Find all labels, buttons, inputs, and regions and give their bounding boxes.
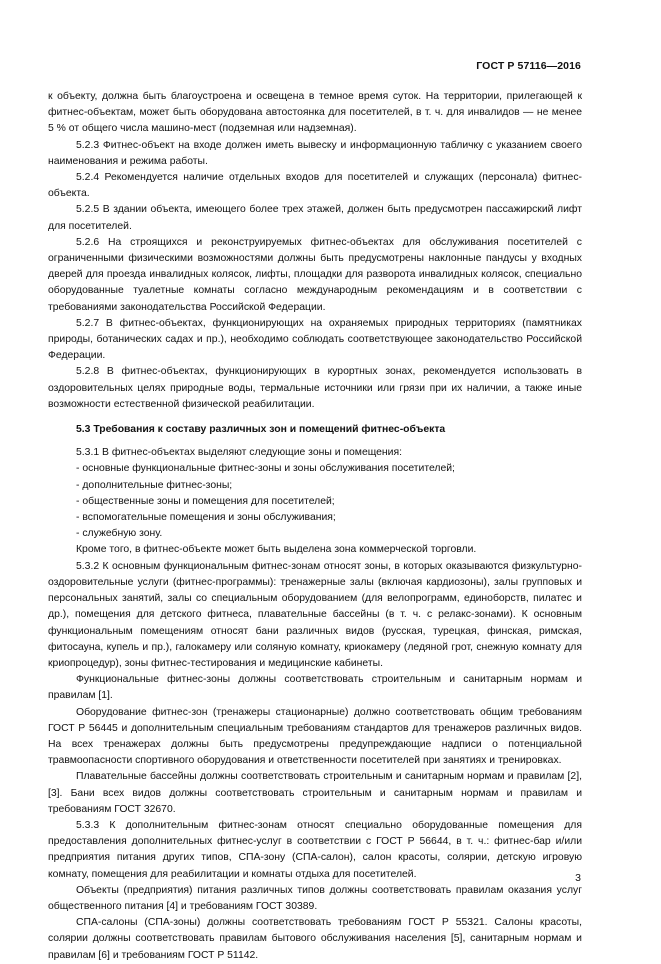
list-item: - общественные зоны и помещения для посетителей;: [76, 495, 335, 507]
list-item: - вспомогательные помещения и зоны обслуживания;: [76, 512, 336, 524]
paragraph-5-2-5: 5.2.5 В здании объекта, имеющего более трех этажей, должен быть предусмотрен пассажирский лифт для посетителей.: [48, 204, 582, 232]
paragraph-catering: Объекты (предприятия) питания различных типов должны соответствовать правилам оказания услуг общественного питания [4] и требованиям ГОСТ 30389.: [48, 884, 582, 912]
section-heading-5-3: 5.3 Требования к составу различных зон и помещений фитнес-объекта: [76, 424, 446, 436]
paragraph-5-2-4: 5.2.4 Рекомендуется наличие отдельных входов для посетителей и служащих (персонала) фитнес-объекта.: [48, 172, 582, 200]
paragraph-commercial-zone: Кроме того, в фитнес-объекте может быть выделена зона коммерческой торговли.: [76, 544, 477, 556]
paragraph-5-3-2: 5.3.2 К основным функциональным фитнес-зонам относят зоны, в которых оказываются физкультурно-оздоровительные услуги (фитнес-программы): тренажерные залы (включая кардиозоны), залы групповых и персональных занятий, залы со специальным оборудованием (для велопрограмм, единоборств, пилатес и др.), помещения для детского фитнеса, плавательные бассейны (в т. ч. с релакс-зонами). К основным функциональным помещениям относят бани различных видов (русская, турецкая, финская, римская, фитосауна, купель и пр.), галокамеру или соляную комнату, криокамеру (ледяной грот, снежную комнату для криопроцедур), зоны фитнес-тестирования и медицинские кабинеты.: [48, 560, 582, 669]
list-item: - дополнительные фитнес-зоны;: [76, 479, 233, 491]
list-item: - основные функциональные фитнес-зоны и зоны обслуживания посетителей;: [76, 463, 455, 475]
paragraph-functional-zones: Функциональные фитнес-зоны должны соответствовать строительным и санитарным нормам и правилам [1].: [48, 674, 582, 702]
paragraph-5-3-1: 5.3.1 В фитнес-объектах выделяют следующие зоны и помещения:: [76, 447, 402, 459]
paragraph-5-2-6: 5.2.6 На строящихся и реконструируемых фитнес-объектах для обслуживания посетителей с ограниченными физическими возможностями должны быть предусмотрены наклонные пандусы у входных дверей для проезда инвалидных колясок, лифты, площадки для разворота инвалидных колясок, специально оборудованные туалетные комнаты согласно международным рекомендациям и в соответствии с требованиями законодательства Российской Федерации.: [48, 236, 582, 313]
paragraph-5-2-7: 5.2.7 В фитнес-объектах, функционирующих на охраняемых природных территориях (памятниках природы, ботанических садах и пр.), необходимо соблюдать соответствующее законодательство Российской Федерации.: [48, 317, 582, 362]
paragraph-5-3-3: 5.3.3 К дополнительным фитнес-зонам относят специально оборудованные помещения для предоставления дополнительных фитнес-услуг в соответствии с ГОСТ Р 56644, в т. ч.: фитнес-бар и/или предприятия питания других типов, СПА-зону (СПА-салон), салон красоты, солярии, детскую игровую комнату, помещения для реабилитации и комнаты отдыха для посетителей.: [48, 819, 582, 880]
page-number: 3: [575, 872, 581, 884]
list-item: - служебную зону.: [76, 528, 163, 540]
standard-header: ГОСТ Р 57116—2016: [476, 60, 581, 72]
document-body: [48, 89, 582, 964]
paragraph-spa: СПА-салоны (СПА-зоны) должны соответствовать требованиям ГОСТ Р 55321. Салоны красоты, солярии должны соответствовать правилам бытового обслуживания населения [5], санитарным нормам и правилам [6] и требованиям ГОСТ Р 51142.: [48, 917, 582, 961]
paragraph-equipment: Оборудование фитнес-зон (тренажеры стационарные) должно соответствовать общим требованиям ГОСТ Р 56445 и дополнительным специальным требованиям стандартов для тренажеров различных видов. На всех тренажерах должны быть предусмотрены предупреждающие надписи о потенциальной травмоопасности спортивного оборудования и ответственности посетителей при занятиях и тренировках.: [48, 706, 582, 767]
paragraph-continuation: к объекту, должна быть благоустроена и освещена в темное время суток. На территории, прилегающей к фитнес-объектам, может быть оборудована автостоянка для посетителей, в т. ч. для инвалидов — не менее 5 % от общего числа машино-мест (подземная или надземная).: [48, 91, 582, 135]
paragraph-5-2-8: 5.2.8 В фитнес-объектах, функционирующих в курортных зонах, рекомендуется использовать в оздоровительных целях природные воды, термальные источники или грязи при их наличии, а также иные возможности естественной физической реабилитации.: [48, 366, 582, 410]
paragraph-5-2-3: 5.2.3 Фитнес-объект на входе должен иметь вывеску и информационную табличку с указанием своего наименования и режима работы.: [48, 139, 582, 167]
paragraph-pools: Плавательные бассейны должны соответствовать строительным и санитарным нормам и правилам [2], [3]. Бани всех видов должны соответствовать строительным и санитарным нормам и правилам и требованиям ГОСТ 32670.: [48, 771, 582, 815]
